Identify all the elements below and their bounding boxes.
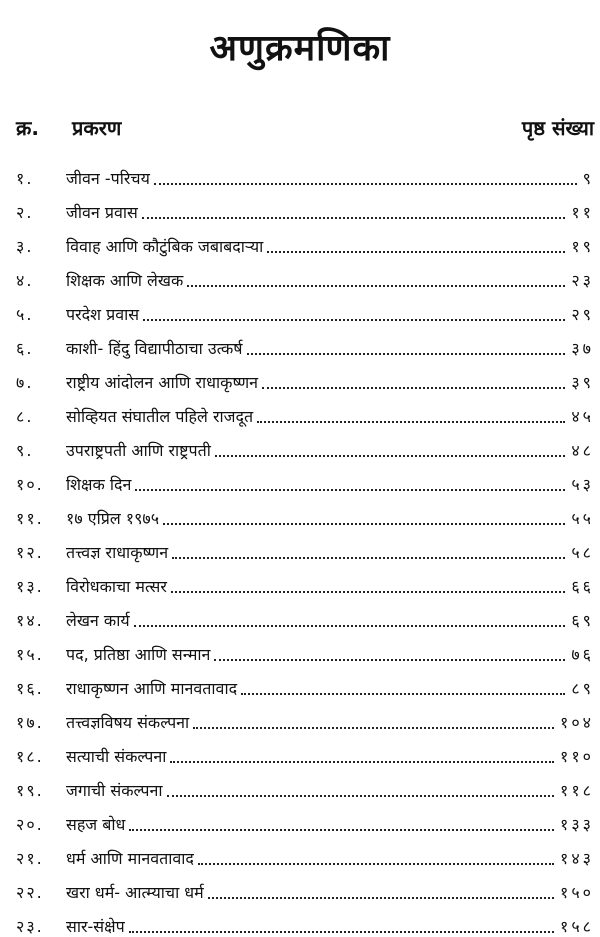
dot-leader	[135, 488, 565, 491]
header-chapter-label: प्रकरण	[72, 116, 122, 140]
toc-entry-number: १६.	[16, 679, 44, 698]
toc-entry	[16, 223, 594, 257]
toc-entry-number: १७.	[16, 713, 44, 732]
toc-entry-title: काशी- हिंदु विद्यापीठाचा उत्कर्ष	[66, 339, 243, 358]
toc-entry-number: ५.	[16, 305, 34, 324]
toc-entry-title: सोव्हियत संघातील पहिले राजदूत	[66, 407, 254, 426]
toc-entry-page: ३७	[571, 339, 594, 358]
toc-entry-page: १३३	[560, 815, 594, 834]
toc-entry-title: विवाह आणि कौटुंबिक जबाबदाऱ्या	[66, 237, 264, 256]
dot-leader	[142, 216, 566, 219]
dot-leader	[167, 794, 555, 797]
toc-entry-title: १७ एप्रिल १९७५	[66, 509, 160, 528]
toc-entry-title: सत्याची संकल्पना	[66, 747, 167, 766]
dot-leader	[187, 284, 565, 287]
toc-entry-page: २३	[571, 271, 594, 290]
dot-leader	[129, 828, 554, 831]
toc-entry-page: ५५	[571, 509, 594, 528]
toc-entry-title: राधाकृष्णन आणि मानवतावाद	[66, 679, 238, 698]
toc-entry	[16, 665, 594, 699]
toc-entry-number: २२.	[16, 883, 44, 902]
toc-entry-page: ११	[571, 203, 594, 222]
toc-entry-number: १५.	[16, 645, 44, 664]
toc-entry-title: परदेश प्रवास	[66, 305, 140, 324]
dot-leader	[171, 590, 565, 593]
toc-entry-page: ५३	[571, 475, 594, 494]
toc-entry-page: ५८	[571, 543, 594, 562]
dot-leader	[198, 862, 554, 865]
dot-leader	[267, 250, 565, 253]
toc-entry-number: १०.	[16, 475, 44, 494]
toc-entry-page: १५०	[560, 883, 594, 902]
dot-leader	[154, 182, 577, 185]
toc-entry-number: २०.	[16, 815, 44, 834]
dot-leader	[143, 318, 565, 321]
toc-entry-number: १९.	[16, 781, 44, 800]
toc-entry-page: ८९	[571, 679, 594, 698]
toc-entry-page: ७६	[571, 645, 594, 664]
dot-leader	[193, 726, 554, 729]
toc-entry-number: १.	[16, 169, 34, 188]
toc-entry	[16, 189, 594, 223]
toc-entry	[16, 767, 594, 801]
toc-entry-title: सहज बोध	[66, 815, 126, 834]
toc-entry-title: तत्त्वज्ञविषय संकल्पना	[66, 713, 190, 732]
toc-entry-number: २३.	[16, 917, 44, 936]
toc-entry	[16, 563, 594, 597]
dot-leader	[163, 522, 565, 525]
toc-entry-page: १४३	[560, 849, 594, 868]
toc-entry	[16, 359, 594, 393]
toc-entry-title: जीवन प्रवास	[66, 203, 138, 222]
toc-entry	[16, 903, 594, 937]
toc-entry-title: शिक्षक आणि लेखक	[66, 271, 184, 290]
toc-entry-page: ४८	[571, 441, 594, 460]
page-title: अणुक्रमणिका	[209, 28, 391, 69]
toc-entry-number: ९.	[16, 441, 34, 460]
toc-entry-title: शिक्षक दिन	[66, 475, 132, 494]
toc-entry-title: पद, प्रतिष्ठा आणि सन्मान	[66, 645, 211, 664]
toc-entry-number: २१.	[16, 849, 44, 868]
dot-leader	[172, 556, 565, 559]
toc-entry-number: ८.	[16, 407, 34, 426]
dot-leader	[208, 896, 554, 899]
toc-entry-number: ६.	[16, 339, 34, 358]
toc-entry	[16, 699, 594, 733]
dot-leader	[262, 386, 565, 389]
dot-leader	[247, 352, 566, 355]
toc-entry-number: ४.	[16, 271, 34, 290]
toc-entry	[16, 495, 594, 529]
toc-entry	[16, 631, 594, 665]
toc-entry-page: ६६	[571, 577, 594, 596]
toc-entry-title: उपराष्ट्रपती आणि राष्ट्रपती	[66, 441, 211, 460]
dot-leader	[215, 454, 565, 457]
toc-entry-title: विरोधकाचा मत्सर	[66, 577, 167, 596]
toc-entry-title: जगाची संकल्पना	[66, 781, 163, 800]
toc-entry	[16, 325, 594, 359]
toc-entry-page: ९	[582, 169, 594, 188]
toc-entry-page: ११०	[560, 747, 594, 766]
toc-entry-number: १२.	[16, 543, 44, 562]
toc-entry	[16, 869, 594, 903]
toc-entry	[16, 155, 594, 189]
dot-leader	[214, 658, 565, 661]
header-page-label: पृष्ठ संख्या	[521, 116, 594, 140]
toc-entry-page: १५८	[560, 917, 594, 936]
toc-entry-title: सार-संक्षेप	[66, 917, 125, 936]
toc-entry-page: १०४	[560, 713, 594, 732]
toc-entry-number: ११.	[16, 509, 44, 528]
toc-entry-page: १९	[571, 237, 594, 256]
toc-entry	[16, 257, 594, 291]
toc-entry-title: तत्त्वज्ञ राधाकृष्णन	[66, 543, 169, 562]
toc-entry-title: लेखन कार्य	[66, 611, 130, 630]
toc-entry-title: खरा धर्म- आत्म्याचा धर्म	[66, 883, 204, 902]
dot-leader	[170, 760, 554, 763]
toc-entry-page: २९	[571, 305, 594, 324]
toc-entry-title: धर्म आणि मानवतावाद	[66, 849, 194, 868]
toc-entry	[16, 461, 594, 495]
toc-entry-page: ४५	[571, 407, 594, 426]
toc-entry-page: ६९	[571, 611, 594, 630]
toc-entry-number: १८.	[16, 747, 44, 766]
toc-entry-number: ७.	[16, 373, 34, 392]
toc-entry	[16, 427, 594, 461]
toc-entry-number: १३.	[16, 577, 44, 596]
header-number-label: क्र.	[16, 116, 39, 140]
toc-header	[16, 114, 594, 144]
dot-leader	[257, 420, 565, 423]
toc-entry-number: १४.	[16, 611, 44, 630]
toc-entry-title: जीवन -परिचय	[66, 169, 150, 188]
toc-entry-title: राष्ट्रीय आंदोलन आणि राधाकृष्णन	[66, 373, 259, 392]
toc-entry	[16, 529, 594, 563]
toc-entry	[16, 597, 594, 631]
toc-entry-page: ३९	[571, 373, 594, 392]
toc-entry	[16, 801, 594, 835]
toc-entry	[16, 393, 594, 427]
toc-entry-page: ११८	[560, 781, 594, 800]
toc-entry	[16, 733, 594, 767]
dot-leader	[241, 692, 565, 695]
toc-entry	[16, 291, 594, 325]
table-of-contents	[16, 155, 594, 937]
toc-entry	[16, 835, 594, 869]
toc-entry-number: ३.	[16, 237, 34, 256]
dot-leader	[134, 624, 566, 627]
toc-entry-number: २.	[16, 203, 34, 222]
